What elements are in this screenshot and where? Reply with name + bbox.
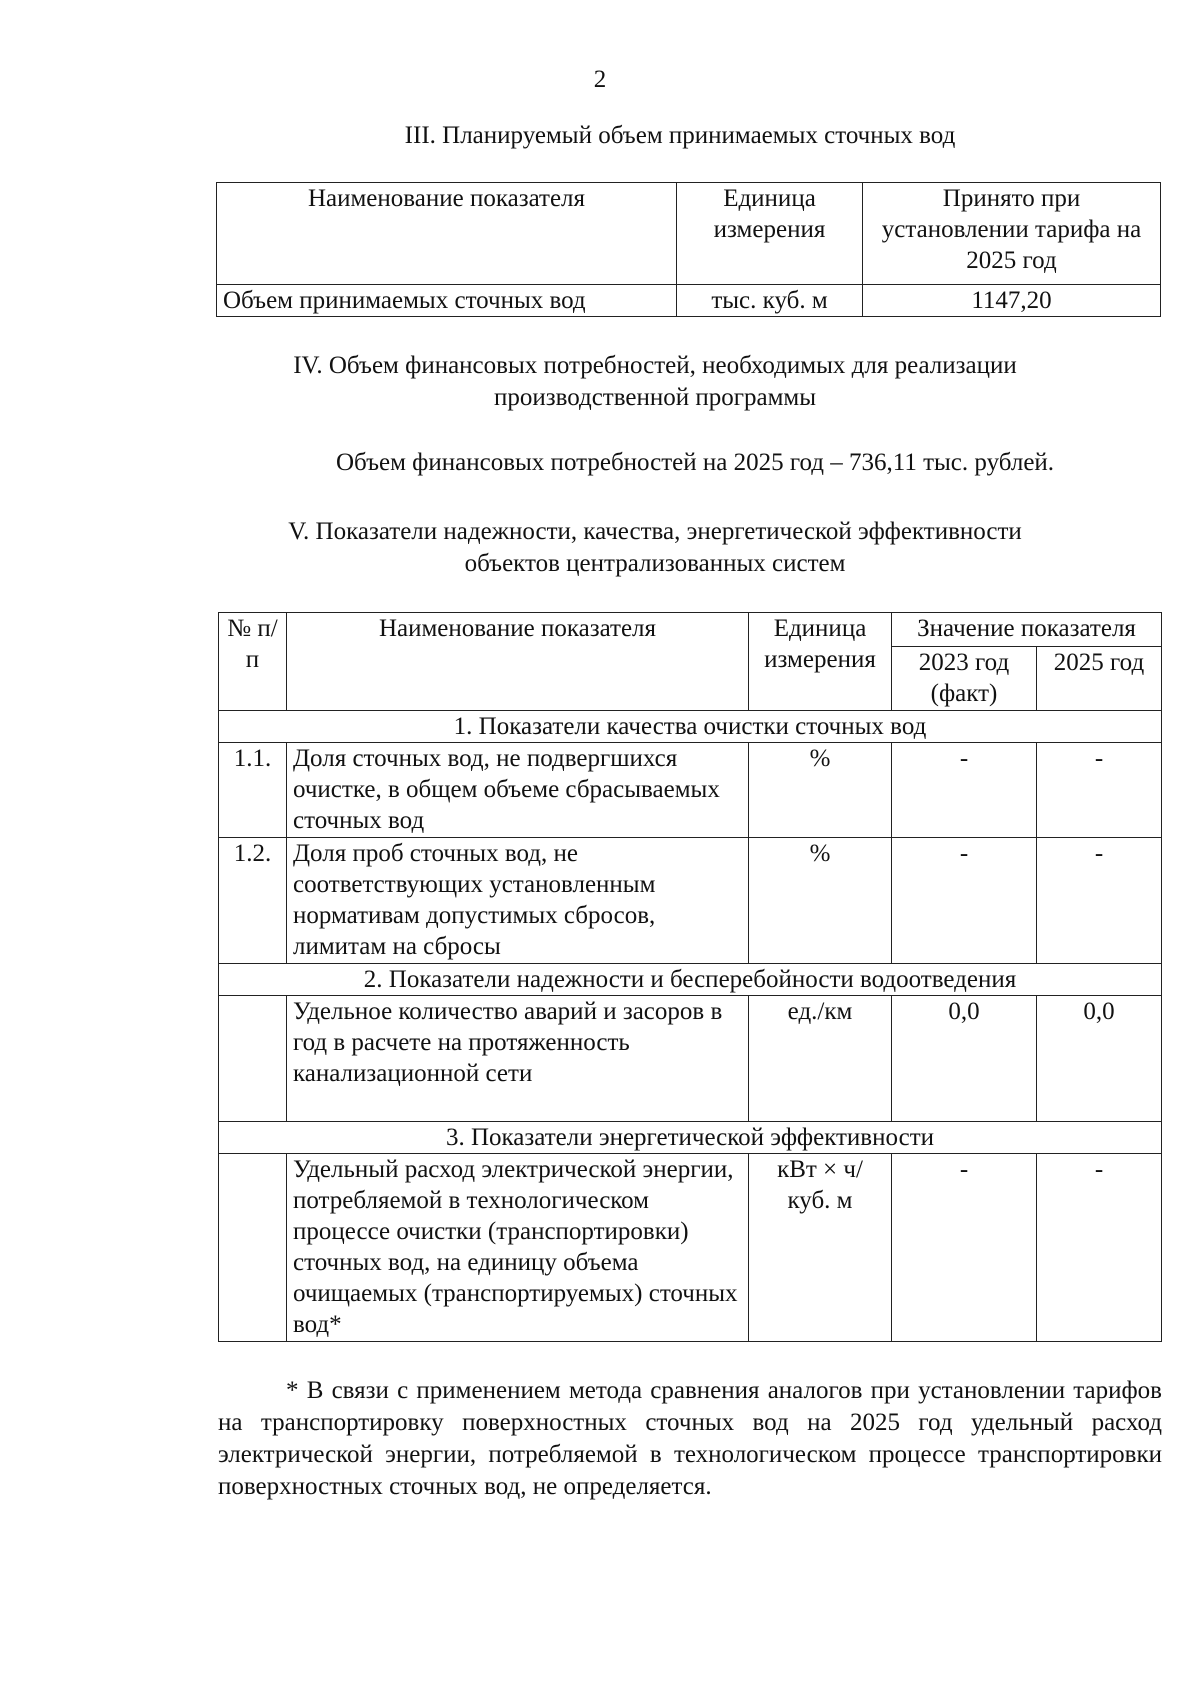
header-2025: 2025 год <box>1037 647 1162 711</box>
finance-text: Объем финансовых потребностей на 2025 год – 736,11 тыс. рублей. <box>335 449 1055 476</box>
row-num <box>219 996 287 1122</box>
row-num: 1.2. <box>219 838 287 964</box>
group-title: 3. Показатели энергетической эффективности <box>219 1122 1162 1154</box>
header-2023: 2023 год (факт) <box>892 647 1037 711</box>
row-unit: % <box>749 838 892 964</box>
header-name: Наименование показателя <box>287 613 749 711</box>
table-row <box>219 838 1162 964</box>
group-title: 1. Показатели качества очистки сточных вод <box>219 711 1162 743</box>
table-header-row <box>217 183 1161 285</box>
section5-title-line1: V. Показатели надежности, качества, энергетической эффективности <box>288 518 1022 545</box>
header-num: № п/п <box>219 613 287 711</box>
page-number: 2 <box>593 66 607 93</box>
group-row <box>219 964 1162 996</box>
header-accepted: Принято при установлении тарифа на 2025 год <box>863 183 1161 285</box>
footnote <box>218 1375 1162 1503</box>
group-row <box>219 1122 1162 1154</box>
row-name: Объем принимаемых сточных вод <box>217 285 677 317</box>
row-name: Удельный расход электрической энергии, потребляемой в технологическом процессе очистки (транспортировки) сточных вод, на единицу объема очищаемых (транспортируемых) сточных вод* <box>287 1154 749 1342</box>
row-value-2025: - <box>1037 743 1162 838</box>
header-value: Значение показателя <box>892 613 1162 647</box>
row-value-2023: - <box>892 743 1037 838</box>
header-name: Наименование показателя <box>217 183 677 285</box>
section4-title-line2: производственной программы <box>493 384 817 411</box>
header-unit: Единица измерения <box>677 183 863 285</box>
section5-title-line2: объектов централизованных систем <box>464 550 846 577</box>
row-num: 1.1. <box>219 743 287 838</box>
table-header-row <box>219 613 1162 647</box>
table-row <box>219 1154 1162 1342</box>
row-value-2025: - <box>1037 838 1162 964</box>
group-title: 2. Показатели надежности и бесперебойности водоотведения <box>219 964 1162 996</box>
row-value-2025: 0,0 <box>1037 996 1162 1122</box>
row-value-2025: - <box>1037 1154 1162 1342</box>
section5-table <box>218 612 1162 1342</box>
row-value-2023: 0,0 <box>892 996 1037 1122</box>
row-value: 1147,20 <box>863 285 1161 317</box>
row-name: Доля сточных вод, не подвергшихся очистке, в общем объеме сбрасываемых сточных вод <box>287 743 749 838</box>
section3-title: III. Планируемый объем принимаемых сточных вод <box>404 122 956 149</box>
table-row <box>219 743 1162 838</box>
table-row <box>217 285 1161 317</box>
row-name: Доля проб сточных вод, не соответствующих установленным нормативам допустимых сбросов, лимитам на сбросы <box>287 838 749 964</box>
row-value-2023: - <box>892 838 1037 964</box>
footnote-text: * В связи с применением метода сравнения аналогов при установлении тарифов на транспортировку поверхностных сточных вод на 2025 год удельный расход электрической энергии, потребляемой в технологическом процессе транспортировки поверхностных сточных вод, не определяется. <box>218 1377 1162 1500</box>
section4-title-line1: IV. Объем финансовых потребностей, необходимых для реализации <box>293 352 1017 379</box>
row-unit: тыс. куб. м <box>677 285 863 317</box>
row-name: Удельное количество аварий и засоров в год в расчете на протяженность канализационной сети <box>287 996 749 1122</box>
row-unit: ед./км <box>749 996 892 1122</box>
group-row <box>219 711 1162 743</box>
table-row <box>219 996 1162 1122</box>
row-num <box>219 1154 287 1342</box>
row-value-2023: - <box>892 1154 1037 1342</box>
section3-table <box>216 182 1161 317</box>
header-unit: Единица измерения <box>749 613 892 711</box>
row-unit: % <box>749 743 892 838</box>
row-unit: кВт × ч/ куб. м <box>749 1154 892 1342</box>
